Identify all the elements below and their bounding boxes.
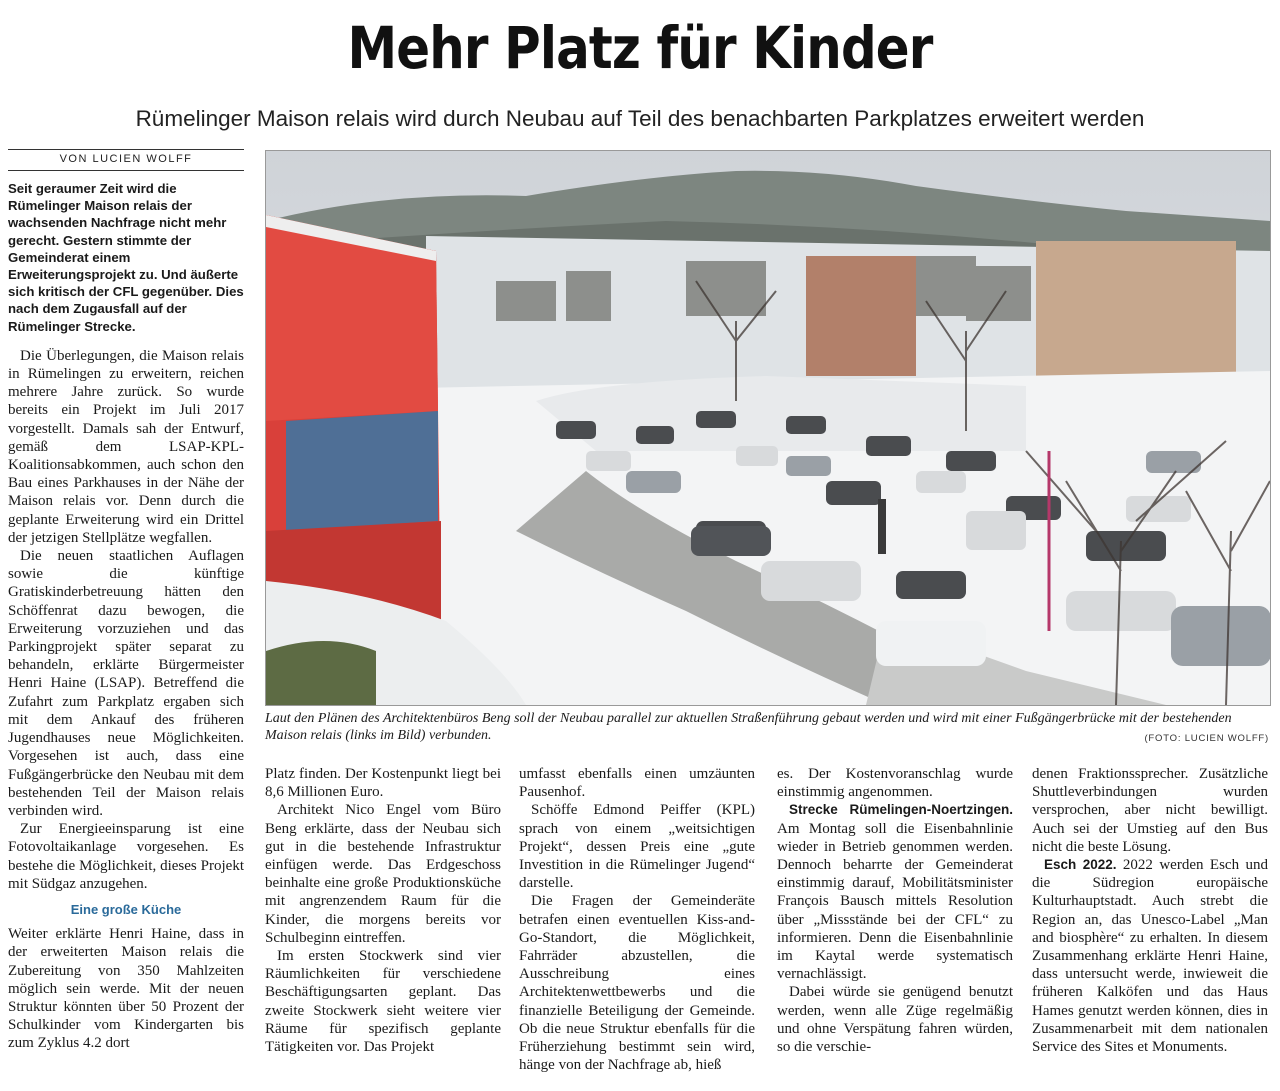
body-paragraph: Dabei würde sie genügend benutzt werden, wenn alle Züge regelmäßig und ohne Verspätung fahren würden, so die verschie-	[777, 984, 1013, 1056]
body-paragraph: denen Fraktionssprecher. Zusätzliche Shuttleverbindungen wurden versprochen, aber nicht bewilligt. Auch sei der Umstieg auf den Bus nicht die beste Lösung.	[1032, 766, 1268, 855]
body-text: Am Montag soll die Eisenbahnlinie wieder in Betrieb genommen werden. Dennoch beharrte der Gemeinderat einstimmig darauf, Mobilitätsminister François Bausch mittels Resolution über „Missstände bei der CFL“ zu informieren. Denn die Eisenbahnlinie im Kaytal werde systematisch vernachlässigt.	[777, 820, 1013, 983]
body-paragraph: Die Überlegungen, die Maison relais in Rümelingen zu erweitern, reichen mehrere Jahre zurück. So wurde bereits ein Projekt im Juli 2017 vorgestellt. Damals sah der Entwurf, gemäß dem LSAP-KPL-Koalitionsabkommen, auch schon den Bau eines Parkhauses in der Nähe der Maison relais vor. Denn durch die geplante Erweiterung wird ein Drittel der jetzigen Stellplätze wegfallen.	[8, 347, 244, 546]
lead-paragraph: Seit geraumer Zeit wird die Rümelinger Maison relais der wachsenden Nachfrage nicht mehr gerecht. Gestern stimmte der Gemeinderat einem Erweiterungsprojekt zu. Und äußerte sich kritisch der CFL gegenüber. Dies nach dem Zugausfall auf der Rümelinger Strecke.	[8, 181, 244, 334]
article-column-2	[265, 765, 501, 1056]
body-paragraph: umfasst ebenfalls einen umzäunten Pausenhof.	[519, 766, 755, 801]
body-paragraph: Weiter erklärte Henri Haine, dass in der erweiterten Maison relais die Zubereitung von 350 Mahlzeiten möglich sein werde. Mit der neuen Struktur könnten über 50 Prozent der Schulkinder vom Kindergarten bis zum Zyklus 4.2 dort	[8, 926, 244, 1052]
section-subheading: Eine große Küche	[70, 901, 182, 917]
body-paragraph: Schöffe Edmond Peiffer (KPL) sprach von einem „weitsichtigen Projekt“, dessen Preis eine „gute Investition in die Rümelinger Jugend“ darstelle.	[519, 802, 755, 892]
body-paragraph: es. Der Kostenvoranschlag wurde einstimmig angenommen.	[777, 766, 1013, 801]
body-paragraph: Die neuen staatlichen Auflagen sowie die künftige Gratiskinderbetreuung hätten den Schöffenrat dazu bewogen, die Erweiterung vorzuziehen und das Parkingprojekt später separat zu behandeln, erklärte Bürgermeister Henri Haine (LSAP). Betreffend die Zufahrt zum Parkplatz ergaben sich mit dem Ankauf des früheren Jugendhauses neue Möglichkeiten. Vorgesehen ist auch, dass eine Fußgängerbrücke den Neubau mit dem bestehenden Teil der Maison relais verbinden wird.	[8, 548, 244, 819]
byline-rule-top	[8, 149, 244, 150]
body-text: 2022 werden Esch und die Südregion europäische Kulturhauptstadt. Auch strebt die Region an, das Unesco-Label „Man and biosphère“ zu erhalten. In diesem Zusammenhang erklärte Henri Haine, dass untersucht werde, inwieweit die früheren Kalköfen und das Haus Hames genutzt werden können, dies in Zusammenarbeit mit dem nationalen Service des Sites et Monuments.	[1032, 857, 1268, 1056]
article-column-4	[777, 765, 1013, 1056]
section-runin-heading: Strecke Rümelingen-Noertzingen.	[789, 802, 1013, 818]
photo-credit: (FOTO: LUCIEN WOLFF)	[1144, 733, 1269, 744]
photo-caption: Laut den Plänen des Architektenbüros Beng soll der Neubau parallel zur aktuellen Straßenführung gebaut werden und wird mit einer Fußgängerbrücke mit der bestehenden Maison relais (links im Bild) verbunden.	[265, 711, 1232, 743]
body-paragraph: Die Fragen der Gemeinderäte betrafen einen eventuellen Kiss-and-Go-Standort, die Möglichkeit, Fahrräder abzustellen, die Ausschreibung eines Architektenwettbewerbs und die finanzielle Beteiligung der Gemeinde. Ob die neue Struktur ebenfalls für die Früherziehung bestimmt sein wird, hänge von der Nachfrage ab, hieß	[519, 893, 755, 1074]
body-paragraph: Zur Energieeinsparung ist eine Fotovoltaikanlage vorgesehen. Es bestehe die Möglichkeit, dieses Projekt mit Südgaz anzugehen.	[8, 821, 244, 892]
headline: Mehr Platz für Kinder	[347, 14, 933, 82]
body-paragraph: Im ersten Stockwerk sind vier Räumlichkeiten für verschiedene Beschäftigungsarten geplant. Das zweite Stockwerk sieht weitere vier Räume für spezifisch geplante Tätigkeiten vor. Das Projekt	[265, 948, 501, 1056]
section-runin-heading: Esch 2022.	[1044, 857, 1117, 873]
body-paragraph: Platz finden. Der Kostenpunkt liegt bei 8,6 Millionen Euro.	[265, 766, 501, 801]
parking-lot-photo	[265, 150, 1271, 706]
article-column-1	[8, 180, 244, 1053]
article-column-3	[519, 765, 755, 1074]
byline-rule-bottom	[8, 170, 244, 171]
body-paragraph: Architekt Nico Engel vom Büro Beng erklärte, dass der Neubau sich gut in die bestehende Infrastruktur einfügen werde. Das Erdgeschoss beinhalte eine große Produktionsküche mit angrenzendem Raum für die Kinder, die morgens bereits vor Schulbeginn eintreffen.	[265, 802, 501, 946]
byline: VON LUCIEN WOLFF	[59, 153, 193, 165]
subheadline: Rümelinger Maison relais wird durch Neubau auf Teil des benachbarten Parkplatzes erweitert werden	[135, 106, 1145, 131]
article-column-5	[1032, 765, 1268, 1056]
